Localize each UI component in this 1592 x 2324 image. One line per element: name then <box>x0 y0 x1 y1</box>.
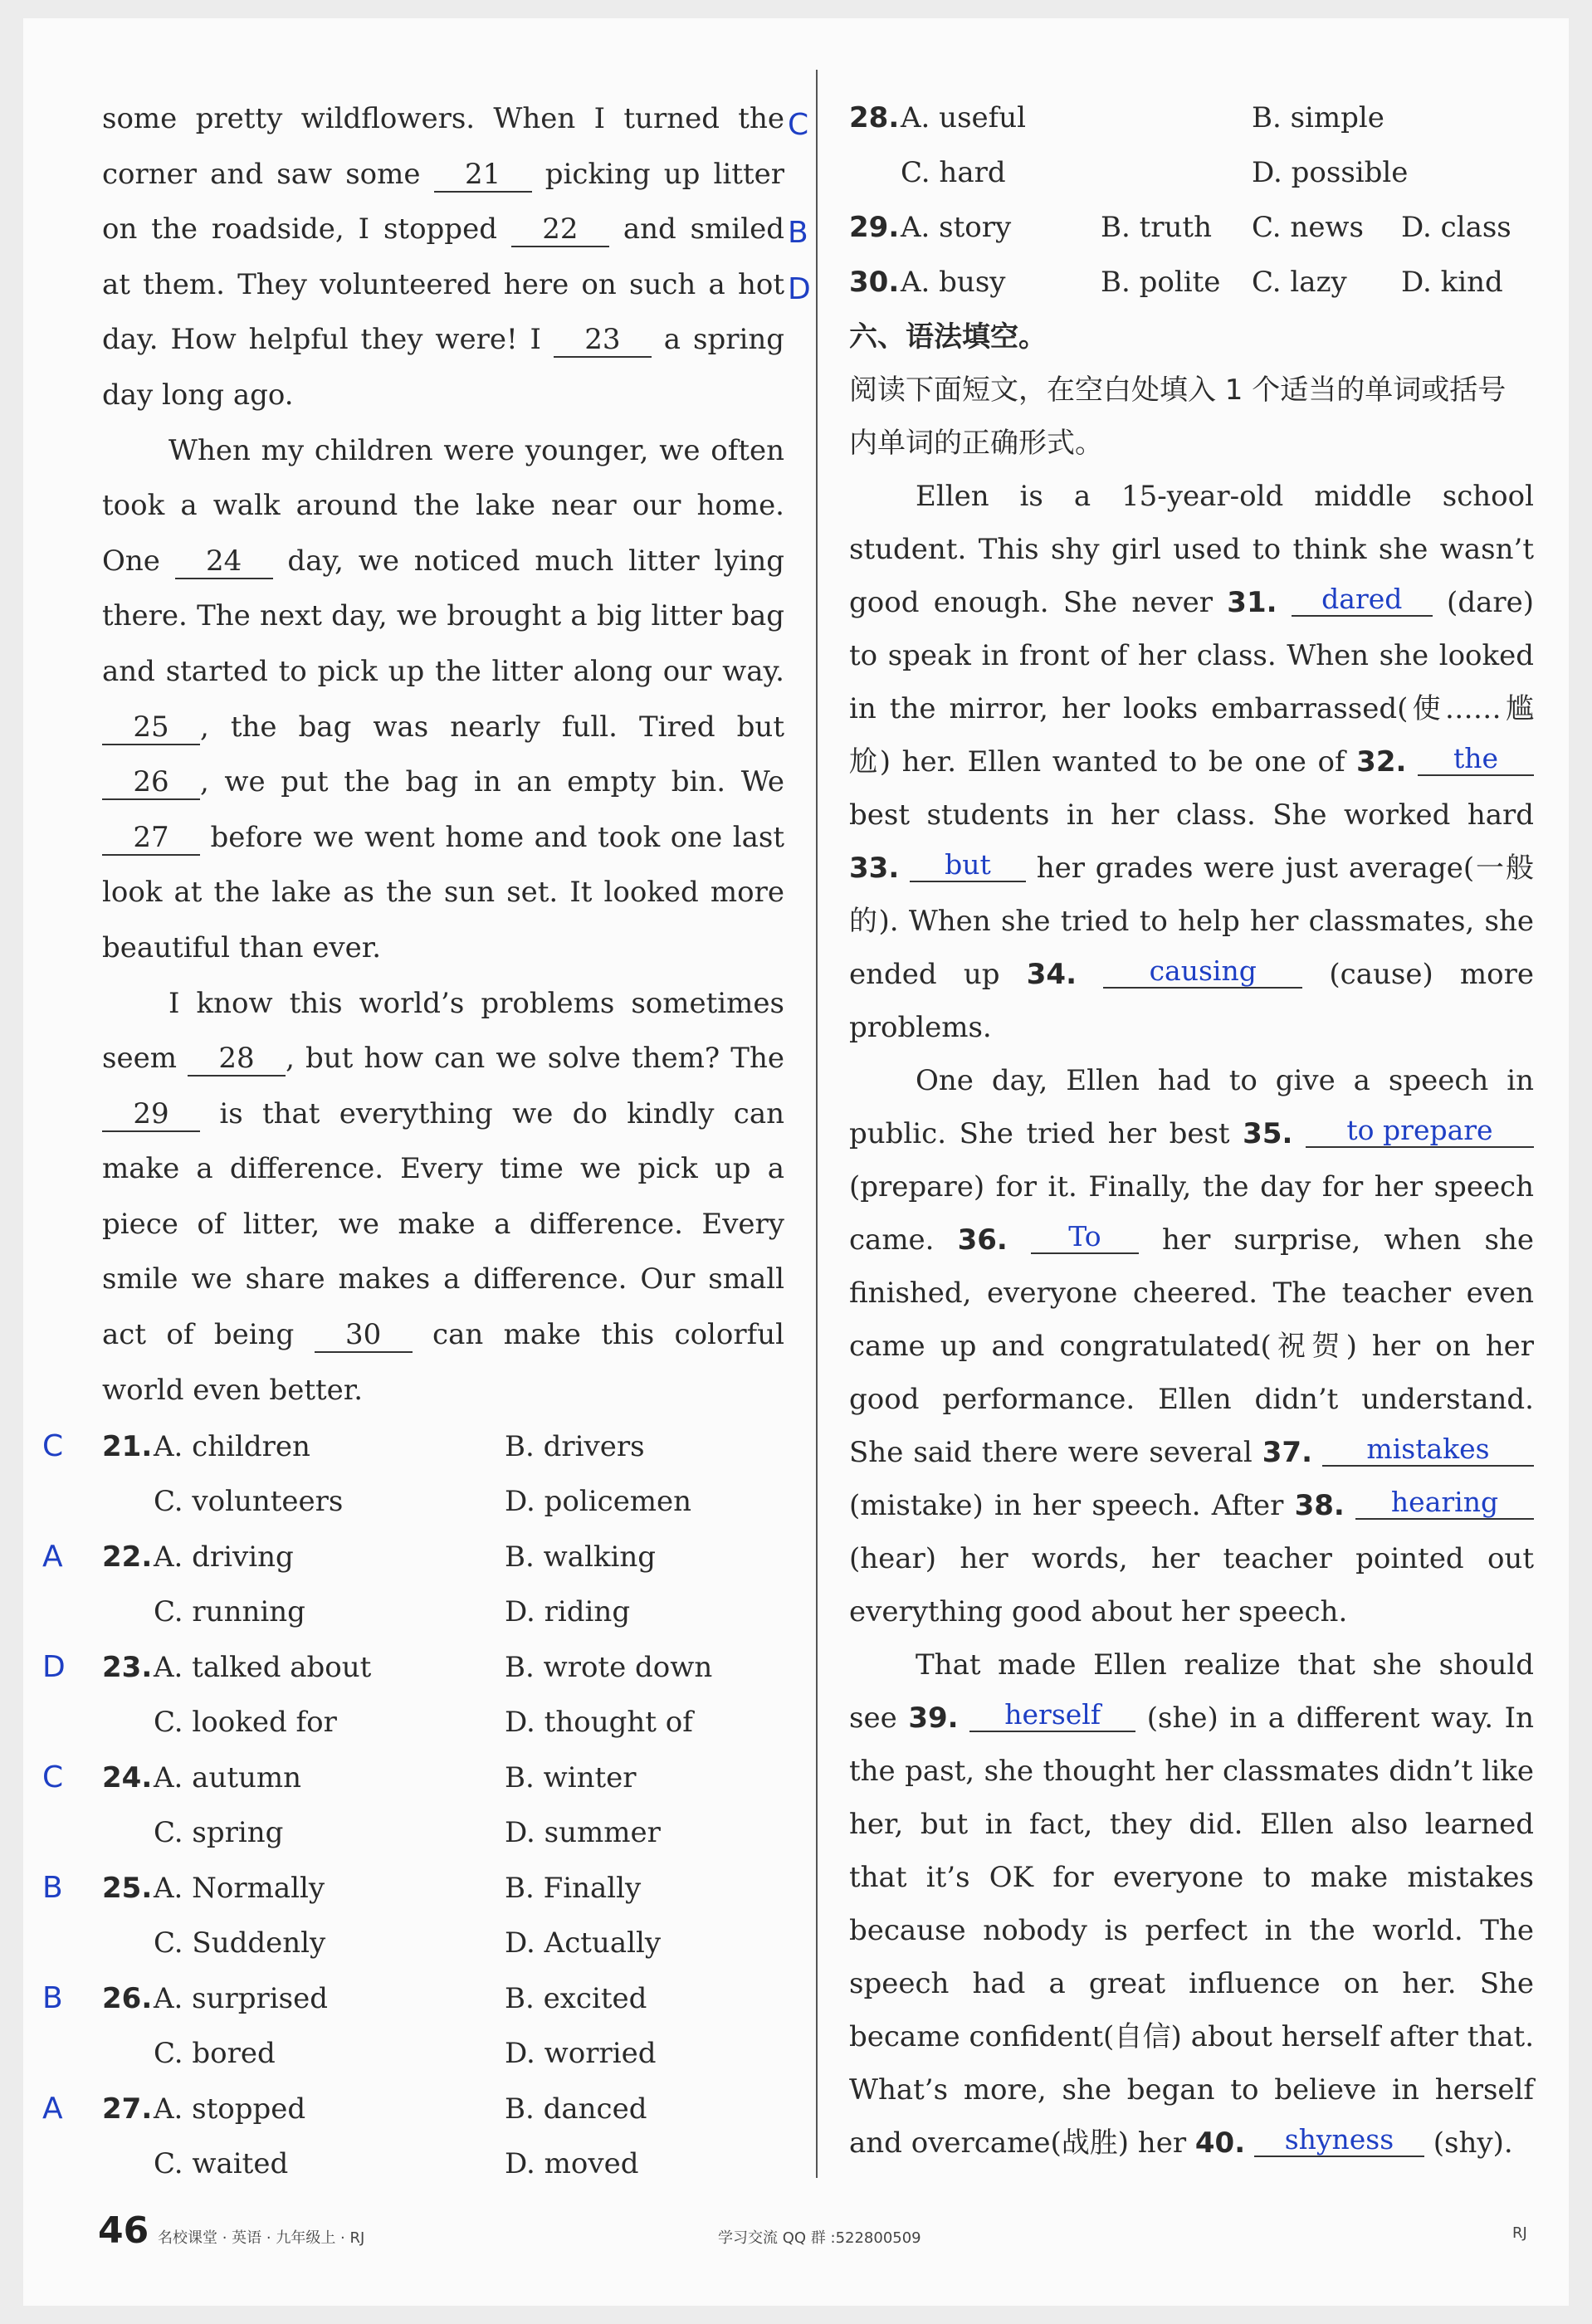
grammar-text: her surprise, when she finished, everyone cheered. The teacher even came up and congratulated(祝贺) her on her good performance. Ellen didn’t understand. She said there were several <box>849 1223 1534 1469</box>
page-footer <box>0 2209 1592 2264</box>
blank-number: 36. <box>957 1223 1008 1257</box>
option-row <box>42 1971 799 2026</box>
option-c: C. hard <box>901 156 1006 189</box>
grammar-text: (prepare) for it. Finally, the day for her speech came. <box>849 1170 1534 1257</box>
passage-text: is that everything we do kindly can make a difference. Every time we pick up a piece of litter, we make a difference. Every smile we share makes a difference. Our small act of being <box>102 1096 784 1352</box>
option-row <box>42 1530 799 1584</box>
question-number: 27. <box>102 2092 153 2126</box>
answer-blank-37: mistakes <box>1322 1433 1534 1467</box>
blank-26: 26 <box>102 765 200 800</box>
option-c: C. bored <box>154 2037 276 2070</box>
option-row <box>42 1750 799 1805</box>
answer-blank-31: dared <box>1292 583 1433 617</box>
edition-label: RJ <box>1512 2224 1527 2242</box>
option-c: C. lazy <box>1252 266 1347 299</box>
question-28 <box>849 91 1534 146</box>
question-22 <box>42 1530 799 1640</box>
option-row <box>102 1695 799 1750</box>
cloze-passage <box>102 91 784 1418</box>
option-d: D. kind <box>1401 266 1503 299</box>
blank-28: 28 <box>188 1042 286 1077</box>
option-d: D. possible <box>1252 156 1409 189</box>
option-d: D. summer <box>505 1816 661 1849</box>
answer-blank-38: hearing <box>1355 1487 1534 1520</box>
passage-text: , the bag was nearly full. Tired but <box>200 710 784 744</box>
grammar-text: That made Ellen realize that she should see <box>849 1648 1534 1735</box>
passage-text: before we went home and took one last look at the lake as the sun set. It looked more beautiful than ever. <box>102 820 784 964</box>
question-21 <box>42 1419 799 1530</box>
blank-number: 34. <box>1026 958 1077 991</box>
passage-text: day, we noticed much litter lying there. The next day, we brought a big litter bag and started to pick up the litter along our way. <box>102 544 784 688</box>
blank-30: 30 <box>315 1318 413 1353</box>
option-row <box>42 2082 799 2136</box>
option-b: B. excited <box>505 1982 647 2015</box>
passage-text: When my children were younger, we often took a walk around the lake near our home. One <box>102 433 784 578</box>
answer-blank-34: causing <box>1103 955 1302 989</box>
question-number: 29. <box>849 211 900 244</box>
option-c: C. news <box>1252 211 1364 244</box>
blank-number: 40. <box>1194 2126 1246 2160</box>
passage-text: and smiled at them. They volunteered here on such a hot day. How helpful they were! I <box>102 212 784 357</box>
option-a: A. surprised <box>154 1982 328 2015</box>
answer-mark: D <box>42 1650 66 1684</box>
option-row <box>42 1640 799 1695</box>
book-title: 名校课堂 · 英语 · 九年级上 · RJ <box>158 2229 365 2247</box>
question-number: 25. <box>102 1872 153 1905</box>
passage-text: can make this colorful world even better. <box>102 1318 785 1407</box>
question-number: 23. <box>102 1651 153 1684</box>
option-a: A. Normally <box>154 1872 325 1905</box>
answer-blank-35: to prepare <box>1306 1115 1534 1148</box>
grammar-text: (she) in a different way. In the past, she thought her classmates didn’t like her, but in fact, they did. Ellen also learned that it’s OK for everyone to make mistakes because nobody is perfect in the world. The speech had a great influence on her. She became confident(自信) about herself after that. What’s more, she began to believe in herself and overcame(战胜) her <box>849 1702 1534 2160</box>
answer-blank-40: shyness <box>1254 2124 1424 2157</box>
answer-blank-39: herself <box>969 1699 1135 1732</box>
option-d: D. worried <box>505 2037 657 2070</box>
blank-21: 21 <box>434 158 532 193</box>
grammar-text: One day, Ellen had to give a speech in public. She tried her best <box>849 1064 1534 1150</box>
cloze-options-21-27 <box>42 1419 799 2192</box>
option-d: D. policemen <box>505 1485 692 1518</box>
option-d: D. thought of <box>505 1706 693 1739</box>
grammar-text: (shy). <box>1424 2126 1513 2160</box>
grammar-paragraph-1 <box>849 470 1534 1054</box>
option-row <box>42 1861 799 1916</box>
question-number: 30. <box>849 266 900 299</box>
answer-blank-36: To <box>1031 1221 1139 1254</box>
question-24 <box>42 1750 799 1861</box>
option-a: A. autumn <box>154 1761 302 1794</box>
option-a: A. stopped <box>154 2092 306 2126</box>
option-row <box>102 1916 799 1970</box>
option-a: A. busy <box>901 266 1006 299</box>
grammar-text: (cause) more problems. <box>849 958 1535 1044</box>
option-b: B. danced <box>505 2092 647 2126</box>
option-c: C. waited <box>154 2147 289 2180</box>
option-d: D. Actually <box>505 1926 662 1960</box>
option-row <box>102 1805 799 1860</box>
grammar-text: her grades were just average(一般的). When she tried to help her classmates, she ended up <box>849 852 1534 991</box>
option-d: D. riding <box>505 1595 631 1628</box>
option-c: C. Suddenly <box>154 1926 326 1960</box>
answer-mark-28: C <box>788 108 809 142</box>
answer-mark: C <box>42 1429 64 1463</box>
question-26 <box>42 1971 799 2082</box>
passage-text: I know this world’s problems sometimes seem <box>102 986 784 1076</box>
grammar-text: Ellen is a 15-year-old middle school student. This shy girl used to think she wasn’t good enough. She never <box>849 480 1534 619</box>
option-a: A. useful <box>901 101 1026 134</box>
blank-25: 25 <box>102 710 200 745</box>
answer-mark: C <box>42 1760 64 1794</box>
grammar-text: best students in her class. She worked hard <box>849 798 1534 832</box>
qq-group: 学习交流 QQ 群 :522800509 <box>718 2229 921 2247</box>
passage-paragraph-2 <box>102 423 784 976</box>
blank-23: 23 <box>554 323 652 358</box>
question-number: 28. <box>849 101 900 134</box>
grammar-paragraph-3 <box>849 1638 1534 2170</box>
option-row <box>102 2026 799 2081</box>
option-b: B. winter <box>505 1761 637 1794</box>
blank-24: 24 <box>175 544 273 579</box>
option-b: B. Finally <box>505 1872 642 1905</box>
answer-blank-32: the <box>1418 743 1534 776</box>
question-number: 22. <box>102 1540 153 1574</box>
answer-mark: A <box>42 1540 63 1574</box>
blank-number: 33. <box>849 852 900 885</box>
passage-text: some pretty wildflowers. When I turned the corner and saw some <box>102 102 784 191</box>
question-30 <box>849 256 1534 310</box>
option-b: B. walking <box>505 1540 656 1574</box>
option-c: C. spring <box>154 1816 284 1849</box>
option-b: B. truth <box>1101 211 1212 244</box>
answer-mark-30: D <box>788 272 811 306</box>
question-number: 24. <box>102 1761 153 1794</box>
option-c: C. running <box>154 1595 305 1628</box>
option-c: C. volunteers <box>154 1485 344 1518</box>
passage-text: , we put the bag in an empty bin. We <box>200 765 784 799</box>
option-d: D. moved <box>505 2147 639 2180</box>
blank-number: 38. <box>1294 1489 1345 1522</box>
blank-22: 22 <box>511 212 609 247</box>
option-b: B. wrote down <box>505 1651 713 1684</box>
blank-number: 35. <box>1243 1117 1293 1150</box>
blank-number: 31. <box>1227 586 1277 619</box>
answer-mark: B <box>42 1981 63 2015</box>
blank-number: 39. <box>908 1702 959 1735</box>
section-instruction: 阅读下面短文，在空白处填入 1 个适当的单词或括号内单词的正确形式。 <box>849 374 1507 460</box>
grammar-text: (hear) her words, her teacher pointed out everything good about her speech. <box>849 1542 1534 1628</box>
column-divider <box>816 70 818 2178</box>
blank-27: 27 <box>102 821 200 856</box>
question-25 <box>42 1861 799 1971</box>
question-23 <box>42 1640 799 1750</box>
option-row <box>102 1584 799 1639</box>
option-a: A. driving <box>154 1540 294 1574</box>
question-number: 26. <box>102 1982 153 2015</box>
answer-mark-29: B <box>788 216 808 250</box>
passage-paragraph-3 <box>102 976 784 1418</box>
passage-text: , but how can we solve them? The <box>286 1042 784 1076</box>
page-number: 46 <box>98 2209 149 2252</box>
answer-blank-33: but <box>910 849 1026 882</box>
question-28-row-2 <box>849 146 1534 201</box>
grammar-paragraph-2 <box>849 1054 1534 1638</box>
answer-mark: A <box>42 2092 63 2126</box>
question-number: 21. <box>102 1430 153 1463</box>
blank-number: 32. <box>1356 745 1407 779</box>
right-column <box>849 91 1534 2170</box>
blank-number: 37. <box>1262 1436 1312 1469</box>
passage-text: a spring day long ago. <box>102 323 785 412</box>
grammar-text: (mistake) in her speech. After <box>849 1489 1295 1522</box>
option-row <box>42 1419 799 1474</box>
option-a: A. story <box>901 211 1012 244</box>
option-row <box>102 2136 799 2191</box>
passage-text: picking up litter on the roadside, I stopped <box>102 157 784 247</box>
option-row <box>102 1474 799 1529</box>
grammar-text: (dare) to speak in front of her class. When she looked in the mirror, her looks embarrassed(使……尴尬) her. Ellen wanted to be one of <box>849 586 1534 779</box>
question-29 <box>849 201 1534 256</box>
option-c: C. looked for <box>154 1706 337 1739</box>
option-b: B. polite <box>1101 266 1221 299</box>
option-a: A. children <box>154 1430 310 1463</box>
option-b: B. simple <box>1252 101 1384 134</box>
question-27 <box>42 2082 799 2192</box>
answer-mark: B <box>42 1871 63 1905</box>
passage-paragraph-1 <box>102 91 784 423</box>
option-d: D. class <box>1401 211 1511 244</box>
section-title: 六、语法填空。 <box>849 320 1047 354</box>
option-b: B. drivers <box>505 1430 645 1463</box>
option-a: A. talked about <box>154 1651 372 1684</box>
blank-29: 29 <box>102 1097 200 1132</box>
